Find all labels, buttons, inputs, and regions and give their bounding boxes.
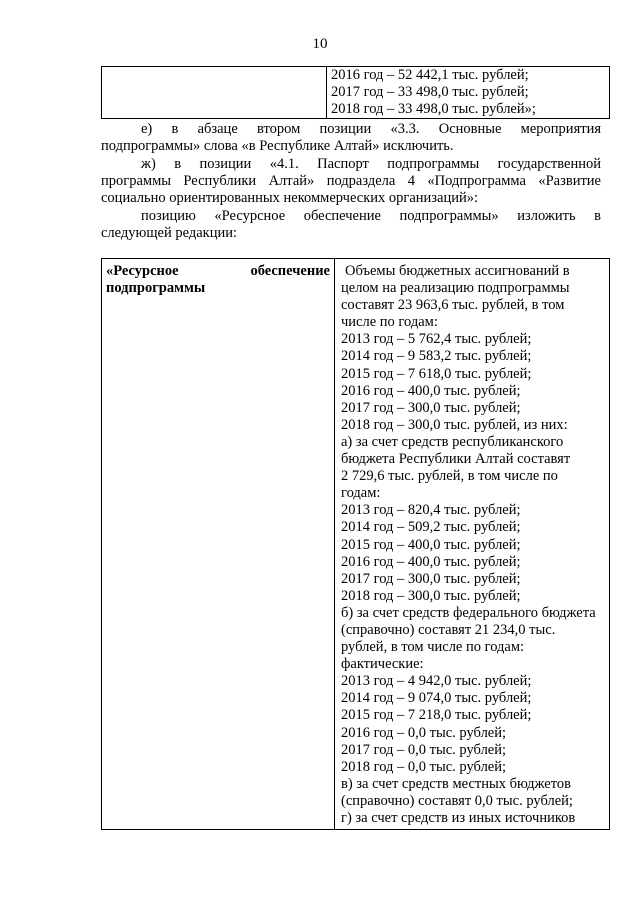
value-line: 2013 год – 4 942,0 тыс. рублей; [341, 673, 532, 690]
value-line: 2014 год – 9 583,2 тыс. рублей; [341, 348, 532, 365]
value-line: 2018 год – 0,0 тыс. рублей; [341, 758, 507, 775]
value-line: б) за счет средств федерального бюджета [341, 604, 596, 621]
label-word: обеспечение [250, 263, 330, 279]
resource-table [101, 258, 610, 830]
paragraph-line: позицию «Ресурсное обеспечение подпрограммы» изложить в [141, 208, 601, 224]
value-line: рублей, в том числе по годам: [341, 639, 525, 656]
table-line: 2016 год – 52 442,1 тыс. рублей; [331, 67, 529, 83]
value-line: 2016 год – 400,0 тыс. рублей; [341, 553, 521, 570]
value-line: (справочно) составят 0,0 тыс. рублей; [341, 792, 573, 809]
label-line [106, 263, 330, 280]
value-line: 2017 год – 300,0 тыс. рублей; [341, 399, 521, 416]
paragraph-line: подпрограммы» слова «в Республике Алтай» исключить. [101, 138, 454, 154]
value-line: целом на реализацию подпрограммы [341, 280, 570, 297]
value-line: 2018 год – 300,0 тыс. рублей, из них: [341, 416, 568, 433]
table-line: 2017 год – 33 498,0 тыс. рублей; [331, 84, 529, 100]
paragraph-line: социально ориентированных некоммерческих организаций»: [101, 190, 479, 206]
paragraph-line: е) в абзаце втором позиции «3.3. Основные мероприятия [141, 121, 601, 137]
paragraph-line: программы Республики Алтай» подраздела 4 «Подпрограмма «Развитие [101, 173, 601, 189]
value-line: составят 23 963,6 тыс. рублей, в том [341, 297, 565, 314]
continued-table-left-cell [102, 67, 327, 119]
value-line: бюджета Республики Алтай составят [341, 451, 571, 468]
value-line: 2017 год – 300,0 тыс. рублей; [341, 570, 521, 587]
value-line: числе по годам: [341, 314, 438, 331]
resource-table-label-cell [102, 259, 335, 830]
paragraph-line: ж) в позиции «4.1. Паспорт подпрограммы государственной [141, 156, 601, 172]
paragraph-position [101, 208, 601, 242]
continued-table [101, 66, 610, 119]
value-line: 2013 год – 5 762,4 тыс. рублей; [341, 331, 532, 348]
continued-table-right-cell [327, 67, 610, 119]
value-line: 2015 год – 7 218,0 тыс. рублей; [341, 707, 532, 724]
resource-table-value-cell [335, 259, 610, 830]
value-line: 2016 год – 0,0 тыс. рублей; [341, 724, 507, 741]
value-line: 2013 год – 820,4 тыс. рублей; [341, 502, 521, 519]
label-line: подпрограммы [106, 280, 206, 296]
value-line: Объемы бюджетных ассигнований в [345, 263, 570, 279]
value-line: в) за счет средств местных бюджетов [341, 775, 571, 792]
value-line: фактические: [341, 656, 424, 673]
value-line: (справочно) составят 21 234,0 тыс. [341, 621, 556, 638]
value-line: 2014 год – 9 074,0 тыс. рублей; [341, 690, 532, 707]
value-line: годам: [341, 485, 381, 502]
value-line: 2014 год – 509,2 тыс. рублей; [341, 519, 521, 536]
value-line: 2 729,6 тыс. рублей, в том числе по [341, 468, 558, 485]
label-word: «Ресурсное [106, 263, 179, 279]
paragraph-zh [101, 156, 601, 207]
value-line: 2016 год – 400,0 тыс. рублей; [341, 382, 521, 399]
value-line: 2018 год – 300,0 тыс. рублей; [341, 587, 521, 604]
value-lines [341, 263, 605, 827]
value-line: 2015 год – 400,0 тыс. рублей; [341, 536, 521, 553]
paragraph-line: следующей редакции: [101, 225, 238, 241]
value-line: г) за счет средств из иных источников [341, 810, 576, 826]
paragraph-e [101, 121, 601, 155]
value-line: а) за счет средств республиканского [341, 433, 564, 450]
value-line: 2015 год – 7 618,0 тыс. рублей; [341, 365, 532, 382]
page-number: 10 [312, 36, 328, 52]
value-line: 2017 год – 0,0 тыс. рублей; [341, 741, 507, 758]
table-line: 2018 год – 33 498,0 тыс. рублей»; [331, 101, 536, 117]
